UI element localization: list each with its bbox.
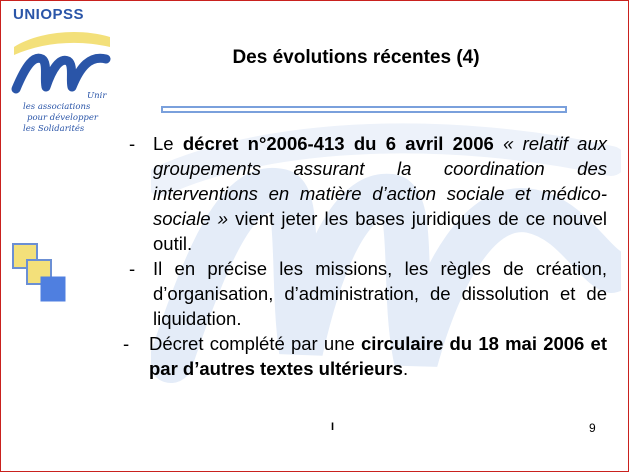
footer-marker: I	[331, 421, 335, 433]
bullet-text: Le	[153, 133, 183, 154]
uniopss-logo-icon	[6, 25, 116, 95]
bullet-text-italic: « relatif aux groupements assurant la coordination des interventions en matière d’action sociale et médico-sociale »	[153, 133, 607, 229]
bullet-text: Il en précise les missions, les règles de création, d’organisation, d’administration, de dissolution et de liquidation.	[153, 258, 607, 329]
logo-tagline	[19, 91, 119, 135]
slide-title: Des évolutions récentes (4)	[232, 47, 480, 68]
bullet-dash: -	[129, 133, 136, 154]
bullet-text: .	[402, 358, 409, 379]
tagline-line: les associations	[23, 102, 91, 112]
tagline-line: Unir	[87, 91, 107, 101]
tagline-line: pour développer	[27, 113, 98, 123]
bullet-text-bold: circulaire du 18 mai 2006 et par d’autres textes ultérieurs	[149, 333, 608, 379]
tagline-line: les Solidarités	[23, 124, 85, 134]
title-divider	[161, 106, 567, 113]
bullet-item	[123, 331, 607, 381]
brand-name: UNIOPSS	[13, 6, 85, 23]
bullet-item	[129, 131, 607, 256]
decorative-squares-icon	[11, 241, 71, 311]
bullet-text-bold: décret n°2006-413 du 6 avril 2006	[182, 133, 494, 154]
bullet-dash: -	[123, 333, 130, 354]
slide-content	[123, 131, 608, 381]
bullet-item	[129, 256, 607, 331]
bullet-text: vient jeter les bases juridiques de ce nouvel outil.	[153, 208, 607, 254]
page-number: 9	[589, 421, 596, 435]
bullet-text: Décret complété par une	[149, 333, 362, 354]
bullet-dash: -	[129, 258, 136, 279]
